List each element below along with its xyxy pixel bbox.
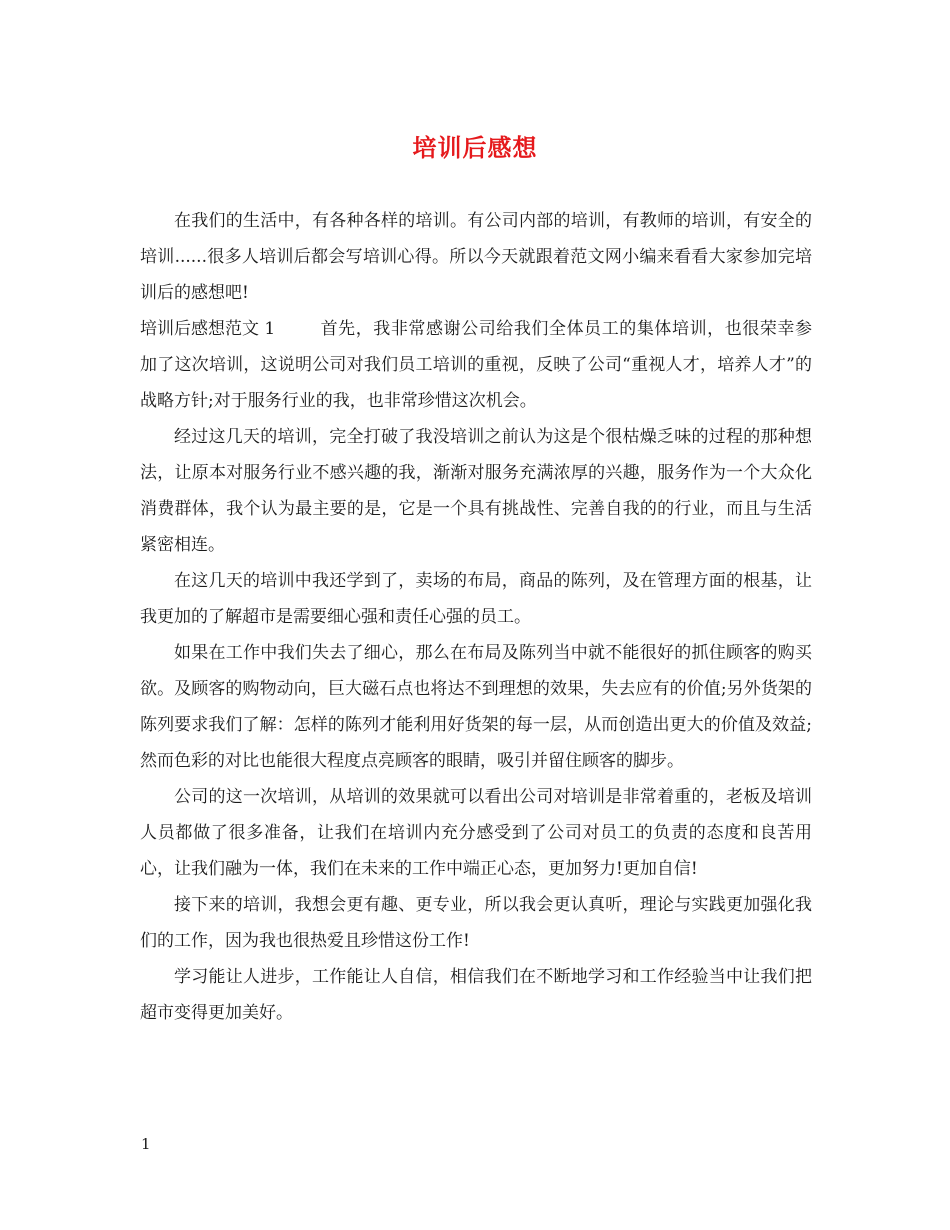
paragraph-2: 经过这几天的培训，完全打破了我没培训之前认为这是个很枯燥乏味的过程的那种想法，让原本对服务行业不感兴趣的我，渐渐对服务充满浓厚的兴趣，服务作为一个大众化消费群体，我个认为最主要的是，它是一个具有挑战性、完善自我的的行业，而且与生活紧密相连。 [140, 427, 812, 555]
document-body [140, 203, 812, 1031]
document-title: 培训后感想 [412, 133, 538, 162]
paragraph-7: 学习能让人进步，工作能让人自信，相信我们在不断地学习和工作经验当中让我们把超市变得更加美好。 [140, 967, 812, 1023]
sample-paragraph-1 [140, 311, 812, 419]
paragraph-1-text: 首先，我非常感谢公司给我们全体员工的集体培训，也很荣幸参加了这次培训，这说明公司对我们员工培训的重视，反映了公司“重视人才，培养人才”的战略方针;对于服务行业的我，也非常珍惜这次机会。 [140, 319, 812, 411]
intro-paragraph: 在我们的生活中，有各种各样的培训。有公司内部的培训，有教师的培训，有安全的培训......很多人培训后都会写培训心得。所以今天就跟着范文网小编来看看大家参加完培训后的感想吧! [140, 211, 812, 303]
paragraph-4: 如果在工作中我们失去了细心，那么在布局及陈列当中就不能很好的抓住顾客的购买欲。及顾客的购物动向，巨大磁石点也将达不到理想的效果，失去应有的价值;另外货架的陈列要求我们了解：怎样的陈列才能利用好货架的每一层，从而创造出更大的价值及效益;然而色彩的对比也能很大程度点亮顾客的眼睛，吸引并留住顾客的脚步。 [140, 643, 812, 771]
page-number: 1 [141, 1135, 151, 1153]
sample-label: 培训后感想范文 1 [140, 319, 276, 339]
paragraph-5: 公司的这一次培训，从培训的效果就可以看出公司对培训是非常着重的，老板及培训人员都做了很多准备，让我们在培训内充分感受到了公司对员工的负责的态度和良苦用心，让我们融为一体，我们在未来的工作中端正心态，更加努力!更加自信! [140, 787, 812, 879]
paragraph-3: 在这几天的培训中我还学到了，卖场的布局，商品的陈列，及在管理方面的根基，让我更加的了解超市是需要细心强和责任心强的员工。 [140, 571, 812, 627]
paragraph-6: 接下来的培训，我想会更有趣、更专业，所以我会更认真听，理论与实践更加强化我们的工作，因为我也很热爱且珍惜这份工作! [140, 895, 812, 951]
